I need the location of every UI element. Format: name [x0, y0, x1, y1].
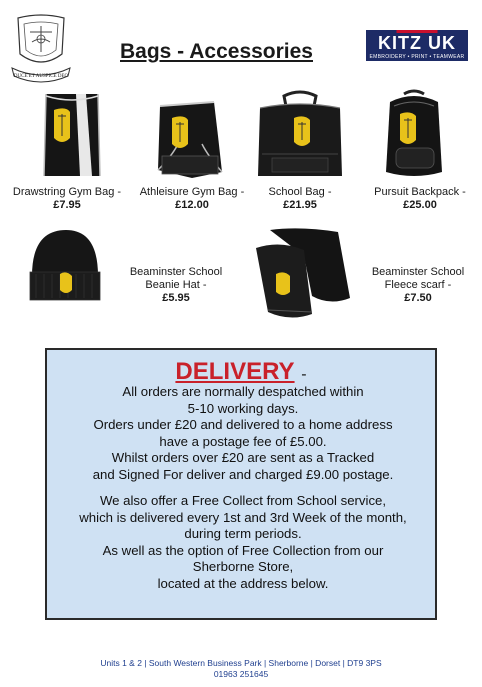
delivery-line: located at the address below.	[157, 575, 329, 591]
athleisure-gym-bag-image	[152, 96, 228, 184]
footer	[0, 658, 482, 680]
product-price: £5.95	[162, 292, 190, 304]
product-price: £25.00	[403, 199, 437, 211]
product-name-line-2: Fleece scarf -	[384, 279, 452, 291]
delivery-line: Orders under £20 and delivered to a home address	[93, 417, 393, 432]
product-name-line-1: Beaminster School	[129, 266, 223, 278]
product-caption	[132, 186, 252, 212]
product-caption	[7, 186, 127, 212]
delivery-heading	[47, 358, 435, 386]
footer-phone: 01963 251645	[213, 669, 269, 679]
product-name: Athleisure Gym Bag -	[139, 186, 245, 198]
pursuit-backpack-image	[380, 88, 448, 180]
product-name: Pursuit Backpack -	[374, 186, 466, 198]
delivery-line: Whilst orders over £20 are sent as a Tracked	[111, 450, 375, 465]
beanie-hat-image	[26, 228, 104, 304]
page-title: Bags - Accessories	[120, 40, 313, 63]
delivery-text	[51, 384, 435, 592]
paragraph-gap	[51, 483, 435, 493]
school-bag-image	[254, 88, 346, 184]
delivery-line: during term periods.	[184, 526, 302, 541]
delivery-heading-word: DELIVERY	[175, 358, 295, 385]
brand-name: KITZ UK	[366, 33, 468, 54]
product-price: £7.50	[404, 292, 432, 304]
product-name-line-1: Beaminster School	[371, 266, 465, 278]
product-price: £12.00	[175, 199, 209, 211]
kitz-uk-logo	[366, 30, 468, 68]
school-crest-logo	[10, 12, 72, 86]
product-caption	[358, 266, 478, 305]
footer-address: Units 1 & 2 | South Western Business Park | Sherborne | Dorset | DT9 3PS	[100, 658, 382, 668]
drawstring-gym-bag-image	[40, 90, 104, 182]
delivery-line: and Signed For deliver and charged £9.00 postage.	[92, 466, 394, 482]
product-caption	[116, 266, 236, 305]
product-name-line-2: Beanie Hat -	[145, 279, 207, 291]
delivery-line: All orders are normally despatched within	[122, 384, 364, 399]
product-caption	[240, 186, 360, 212]
product-name: Drawstring Gym Bag -	[12, 186, 122, 198]
product-name: School Bag -	[268, 186, 332, 198]
delivery-info-box	[45, 348, 437, 620]
product-price: £7.95	[53, 199, 81, 211]
product-price: £21.95	[283, 199, 317, 211]
fleece-scarf-image	[250, 226, 352, 320]
delivery-line: We also offer a Free Collect from School service,	[99, 493, 387, 508]
product-caption	[360, 186, 480, 212]
delivery-line: have a postage fee of £5.00.	[159, 433, 327, 449]
delivery-line: Sherborne Store,	[192, 559, 294, 574]
brand-tagline: EMBROIDERY • PRINT • TEAMWEAR	[366, 54, 468, 61]
svg-text:DUCE ET AUSPICE DEO: DUCE ET AUSPICE DEO	[13, 74, 69, 79]
delivery-line: As well as the option of Free Collection from our	[102, 542, 384, 558]
delivery-line: which is delivered every 1st and 3rd Week of the month,	[79, 509, 407, 525]
delivery-heading-dash: -	[301, 366, 307, 383]
delivery-line: 5-10 working days.	[187, 400, 299, 416]
